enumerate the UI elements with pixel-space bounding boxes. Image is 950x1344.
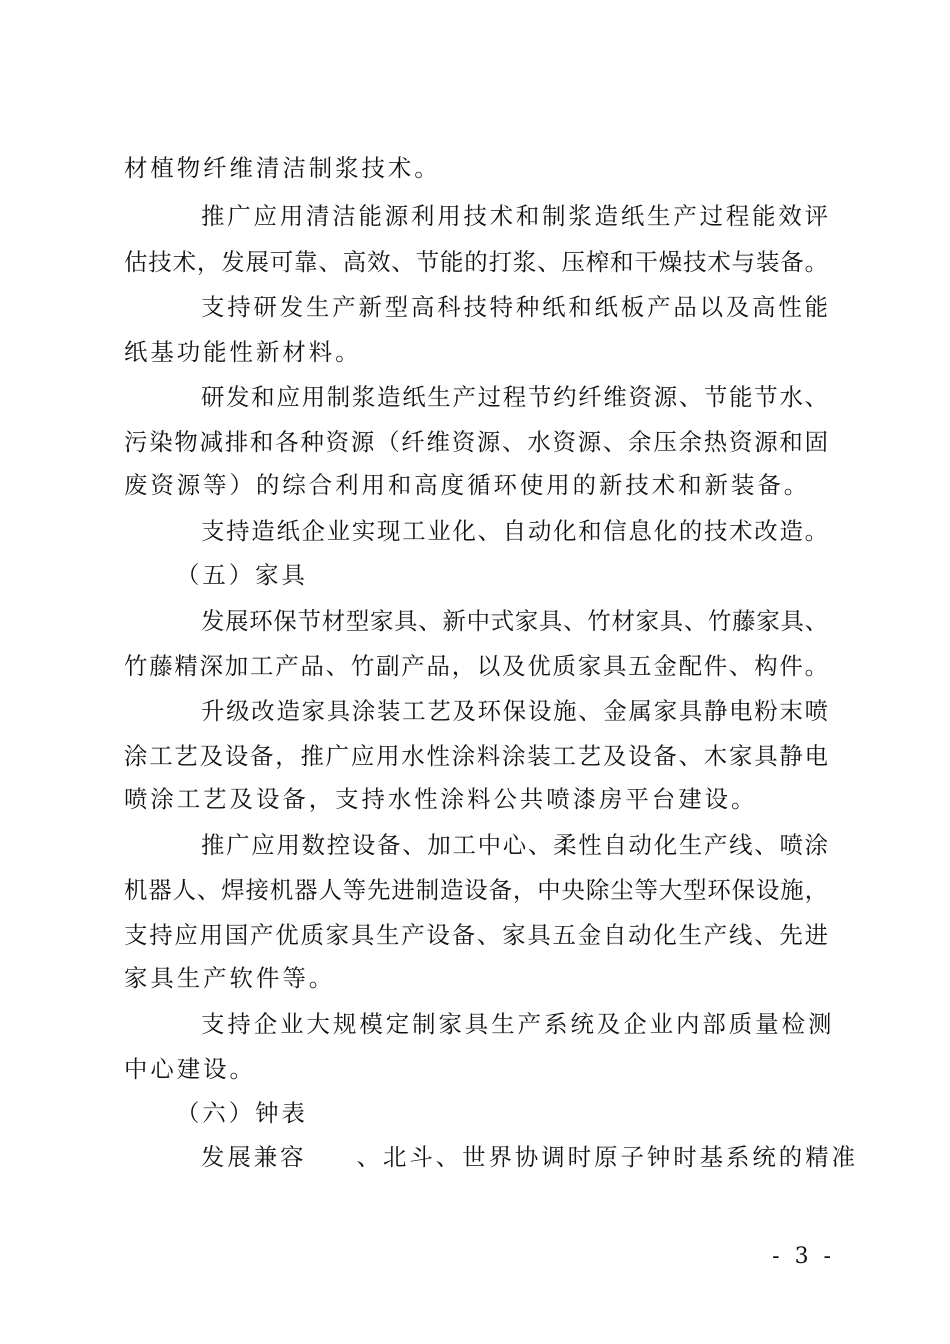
paragraph-line: 支持研发生产新型高科技特种纸和纸板产品以及高性能 [201,293,828,321]
paragraph-line: 研发和应用制浆造纸生产过程节约纤维资源、节能节水、 [201,383,828,411]
paragraph-line: 推广应用清洁能源利用技术和制浆造纸生产过程能效评 [201,202,828,230]
section-heading: （六）钟表 [176,1099,308,1127]
paragraph-line: 竹藤精深加工产品、竹副产品，以及优质家具五金配件、构件。 [124,652,828,680]
paragraph-line: 中心建设。 [124,1055,256,1083]
paragraph-line: 支持企业大规模定制家具生产系统及企业内部质量检测 [201,1010,835,1038]
paragraph-line: 机器人、焊接机器人等先进制造设备，中央除尘等大型环保设施， [124,876,828,904]
text-fragment: 发展兼容 [201,1143,307,1171]
paragraph-line: 支持应用国产优质家具生产设备、家具五金自动化生产线、先进 [124,921,828,949]
paragraph-line: 支持造纸企业实现工业化、自动化和信息化的技术改造。 [201,517,828,545]
paragraph-line: 家具生产软件等。 [124,964,336,992]
paragraph-line: 涂工艺及设备，推广应用水性涂料涂装工艺及设备、木家具静电 [124,742,828,770]
paragraph-line: 材植物纤维清洁制浆技术。 [124,154,441,182]
paragraph-line: 估技术，发展可靠、高效、节能的打浆、压榨和干燥技术与装备。 [124,248,828,276]
text-fragment: 、北斗、世界协调时原子钟时基系统的精准 [356,1143,858,1171]
paragraph-line: 废资源等）的综合利用和高度循环使用的新技术和新装备。 [124,471,811,499]
paragraph-line: 发展环保节材型家具、新中式家具、竹材家具、竹藤家具、 [201,607,828,635]
section-heading: （五）家具 [176,561,308,589]
paragraph-line: 喷涂工艺及设备，支持水性涂料公共喷漆房平台建设。 [124,785,758,813]
paragraph-line: 推广应用数控设备、加工中心、柔性自动化生产线、喷涂 [201,831,828,859]
paragraph-line: 纸基功能性新材料。 [124,338,362,366]
page-number: - 3 - [772,1244,835,1269]
paragraph-line [201,1137,858,1177]
paragraph-line: 污染物减排和各种资源（纤维资源、水资源、余压余热资源和固 [124,428,828,456]
paragraph-line: 升级改造家具涂装工艺及环保设施、金属家具静电粉末喷 [201,697,828,725]
